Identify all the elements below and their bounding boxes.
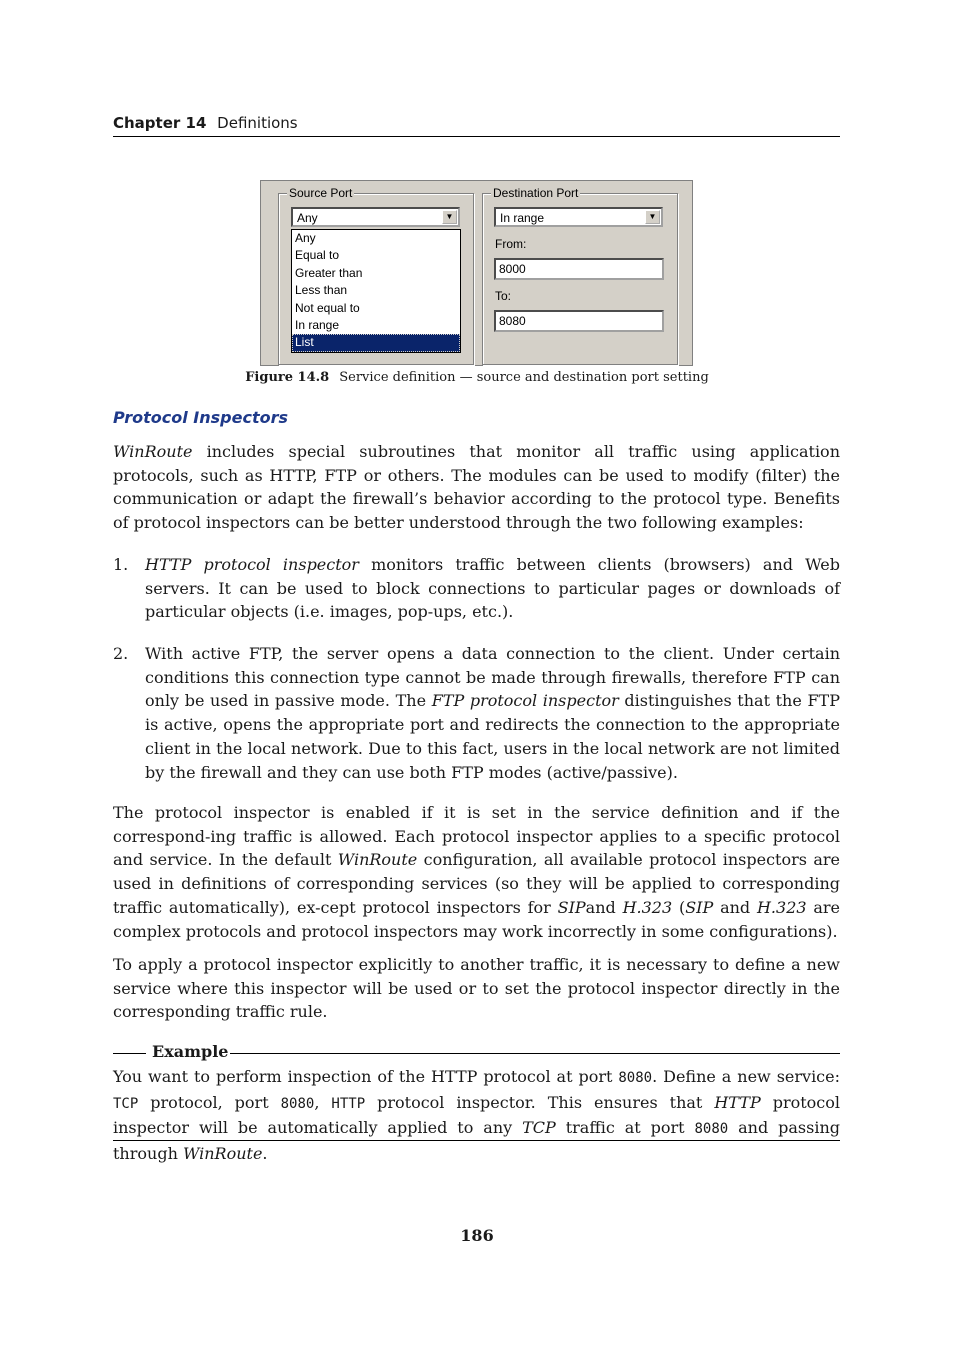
source-port-legend: Source Port <box>289 186 353 200</box>
chapter-number: Chapter 14 <box>113 114 207 132</box>
list-text: distinguishes that the FTP is active, opens the appropriate port and redirects the connection to the appropriate client in the local network. Due to this fact, users in the local network are not limited by the firewall and they can use both FTP modes (active/passive). <box>145 691 840 782</box>
text-emphasis: H.323 <box>622 897 673 917</box>
list-text: With active FTP, the server opens a data connection to the client. Under certain conditions this connection type cannot be made through firewalls, therefore FTP can only be used in passive mode. The <box>145 644 840 711</box>
source-port-group <box>278 186 474 365</box>
text-run: . <box>262 1144 268 1164</box>
chapter-title: Definitions <box>217 114 298 132</box>
code-text: 8080 <box>280 1095 315 1112</box>
page-number: 186 <box>460 1226 494 1245</box>
text-emphasis: H.323 <box>756 897 807 917</box>
figure-caption-text: Service definition — source and destination port setting <box>339 370 709 385</box>
dropdown-option[interactable]: In range <box>295 317 340 332</box>
destination-port-group <box>482 186 678 365</box>
destination-port-selected: In range <box>500 211 545 225</box>
text-run: . Define a new service: <box>652 1067 841 1086</box>
section-heading: Protocol Inspectors <box>113 408 288 427</box>
text-run: and <box>585 897 623 917</box>
product-name: WinRoute <box>113 442 193 461</box>
code-text: HTTP <box>331 1095 366 1112</box>
figure-number: Figure 14.8 <box>245 370 330 385</box>
text-emphasis: SIP <box>557 897 586 917</box>
intro-text: includes special subroutines that monitor all traffic using application protocols, such as HTTP, FTP or others. The modules can be used to modify (filter) the communication or adapt the firewall’s behavior according to the protocol type. Benefits of protocol inspectors can be better understood through the two following examples: <box>113 442 840 533</box>
dropdown-option-highlighted[interactable]: List <box>292 334 460 351</box>
text-run: are complex protocols and protocol inspectors may work incorrectly in some configurations). <box>113 897 841 941</box>
text-emphasis: WinRoute <box>182 1144 263 1164</box>
from-label: From: <box>495 237 527 251</box>
list-item <box>113 553 840 624</box>
code-text: 8080 <box>694 1121 729 1138</box>
example-rule-bottom <box>113 1140 840 1141</box>
text-run: protocol inspector. This ensures that <box>365 1092 715 1112</box>
text-run: protocol inspector will be automatically applied to any <box>113 1092 840 1138</box>
text-run: traffic at port <box>555 1118 695 1138</box>
text-emphasis: TCP <box>522 1118 556 1138</box>
list-emphasis: FTP protocol inspector <box>431 691 619 711</box>
text-run: and passing through <box>113 1118 841 1164</box>
text-run: , <box>314 1092 332 1112</box>
dropdown-option[interactable]: Less than <box>295 283 348 298</box>
body-paragraph: To apply a protocol inspector explicitly to another traffic, it is necessary to define a new service where this inspector will be used or to set the protocol inspector directly in the corresponding traffic rule. <box>113 955 840 1022</box>
list-item <box>113 642 840 784</box>
text-run: protocol, port <box>138 1092 281 1112</box>
text-run: The protocol inspector is enabled if it is set in the service definition and if the correspond-ing traffic is allowed. Each protocol inspector applies to a specific protocol and service. In the default <box>113 803 840 870</box>
body-paragraph <box>113 801 840 943</box>
dropdown-option[interactable]: Greater than <box>295 265 363 280</box>
dropdown-option[interactable]: Equal to <box>295 248 340 263</box>
text-run: configuration, all available protocol inspectors are used in definitions of corresponding services (so they will be applied to corresponding traffic automatically), ex-cept protocol inspectors for <box>113 850 840 917</box>
list-number: 1. <box>113 555 129 574</box>
example-title: Example <box>152 1042 229 1061</box>
dropdown-option[interactable]: Not equal to <box>295 300 360 315</box>
to-port-value: 8080 <box>499 314 526 328</box>
chevron-down-icon[interactable]: ▼ <box>442 210 457 224</box>
text-run: ( <box>672 897 686 917</box>
text-run: You want to perform inspection of the HTTP protocol at port <box>113 1067 619 1086</box>
to-label: To: <box>495 289 512 303</box>
list-number: 2. <box>113 644 129 663</box>
code-text: TCP <box>113 1095 139 1112</box>
figure-caption <box>0 370 954 385</box>
dropdown-option[interactable]: Any <box>295 231 316 245</box>
list-text: monitors traffic between clients (browsers) and Web servers. It can be used to block connections to particular pages or downloads of particular objects (i.e. images, pop-ups, etc.). <box>145 555 840 622</box>
from-port-value: 8000 <box>499 262 526 276</box>
code-text: 8080 <box>618 1070 653 1086</box>
port-settings-dialog <box>260 180 693 366</box>
to-port-input[interactable] <box>494 310 664 332</box>
example-text <box>113 1065 840 1166</box>
text-emphasis: SIP <box>685 897 714 917</box>
from-port-input[interactable] <box>494 258 664 280</box>
text-run: and <box>713 897 757 917</box>
list-emphasis: HTTP protocol inspector <box>145 555 359 574</box>
running-header <box>113 114 840 137</box>
text-emphasis: HTTP <box>714 1092 761 1112</box>
chevron-down-icon[interactable]: ▼ <box>645 210 660 224</box>
source-port-dropdown-list[interactable] <box>291 229 461 353</box>
destination-port-combo[interactable] <box>494 207 663 227</box>
text-emphasis: WinRoute <box>337 850 418 870</box>
source-port-selected: Any <box>297 211 318 225</box>
intro-paragraph <box>113 440 840 535</box>
source-port-combo[interactable] <box>291 207 460 227</box>
example-rule-right <box>230 1053 840 1054</box>
destination-port-legend: Destination Port <box>493 186 579 200</box>
example-rule-left <box>113 1053 146 1054</box>
